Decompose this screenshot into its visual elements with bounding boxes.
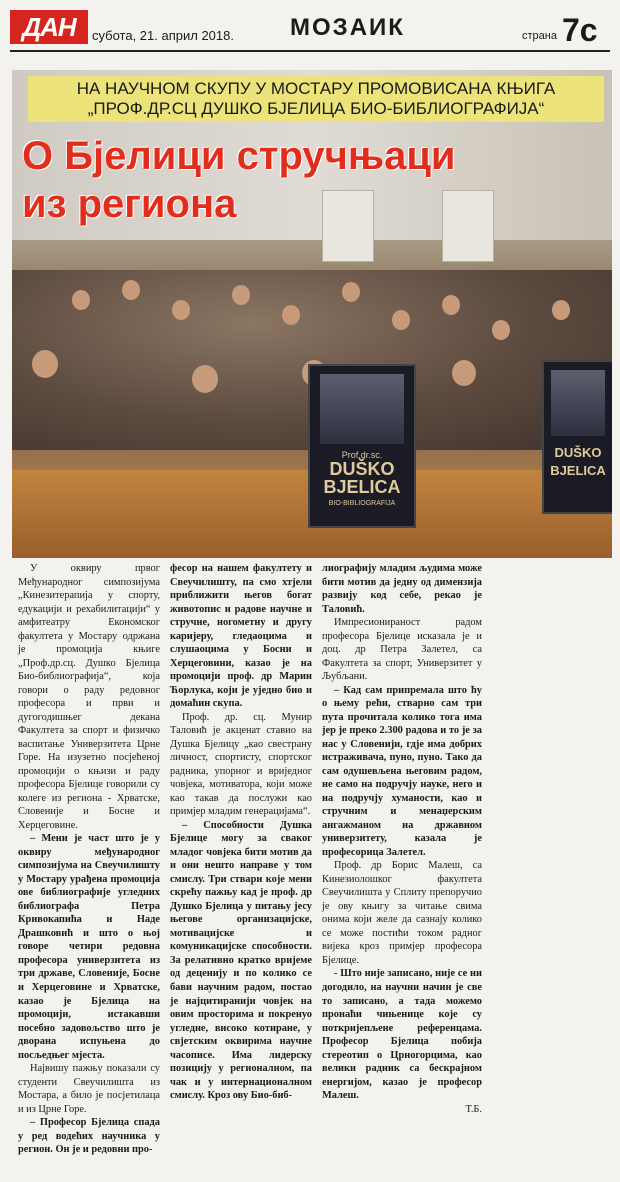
page-label: страна <box>522 30 557 42</box>
paragraph: Највишу пажњу показали су студенти Свеучилишта из Мостара, а било је посјетилаца и из Црне Горе. <box>18 1063 160 1115</box>
paragraph: Импресионираност радом професора Бјелице исказала је и доц. др Петра Залетел, са Факултета за спорт, Универзитет у Љубљани. <box>322 617 482 683</box>
paragraph: У оквиру првог Међународног симпозијума „Кинезитерапија у спорту, едукацији и рехабилитацији“ у амфитеатру Економског факултета у Мостару одржана је промоција књиге „Проф.др.сц. Душко Бјелица Био-библиографија“, која говори о раду редовног професора и први и дугогодишњег декана Факултета за спорт и физичко васпитање Универзитета Црне Горе. На изузетно посјећеној промоцији о књизи и раду професора Бјелице говорили су колеге из региона - Хрватске, Словеније и Босне и Херцеговине. <box>18 563 160 831</box>
kicker-line-1: НА НАУЧНОМ СКУПУ У МОСТАРУ ПРОМОВИСАНА КЊИГА <box>76 79 556 98</box>
author-signature: Т.Б. <box>465 1103 482 1115</box>
book-name-first: DUŠKO <box>329 459 395 480</box>
paragraph: Проф. др Борис Малеш, са Кинезиолошког факултета Свеучилишта у Сплиту препоручио је ову књигу за читање свима онима који желе да сазнају колико се може постићи током радног вијека кроз примјер професора Бјелице. <box>322 860 482 966</box>
book-side-name-last: BJELICA <box>550 463 606 478</box>
book-cover-side <box>542 360 612 514</box>
page-number: 7c <box>562 12 598 48</box>
paragraph: – Мени је част што је у оквиру међународног симпозијума на Свеучилишту у Мостару урађена промоција ове библиографије угледних библиографа Петра Кривокапића и Наде Драшковић и што о њој говоре четири редовна професора универзитета из три државе, Словеније, Босне и Херцеговине и Хрватске, казао је Бјелица на промоцији, истакавши посебно задовољство што је дворана испуњена до посљедњег мјеста. <box>18 833 160 1061</box>
paragraph: Проф. др. сц. Мунир Таловић је акценат ставио на Душка Бјелицу „као свестрану личност, спортисту, спортског радника, упорног и вриједног човјека, мотиватора, који може као такав да послужи као примјер младим генерацијама“. <box>170 711 312 818</box>
masthead <box>0 0 620 52</box>
headline <box>22 132 456 228</box>
article-body <box>12 562 612 1174</box>
book-prefix: Prof.dr.sc. <box>341 450 383 461</box>
book-side-name-first: DUŠKO <box>554 445 602 460</box>
paragraph: – Професор Бјелица спада у ред водећих научника у регион. Он је и редовни про- <box>18 1117 160 1156</box>
book-name-last: BJELICA <box>323 477 401 498</box>
kicker-banner <box>28 76 604 122</box>
section-title: МОЗАИК <box>290 14 405 41</box>
article-column-1 <box>18 562 160 1157</box>
book-subtitle: BIO-BIBLIOGRAFIJA <box>328 500 396 508</box>
headline-line-1: О Бјелици стручњаци <box>22 134 456 178</box>
book-cover-main <box>308 364 416 528</box>
paragraph: фесор на нашем факултету и Свеучилишту, па смо хтјели приближити његов богат животопис и радове научне и стручне, ногометну и другу каријеру, гледаоцима и слушаоцима у Босни и Херцеговини, казао је на промоцији проф. др Марин Ћорлука, који је уједно био и домаћин скупа. <box>170 563 312 710</box>
paragraph: - Што није записано, није се ни догодило, на научни начин је све то записано, а тада можемо пронаћи чињенице које су поткријепљене референцама. Професор Бјелица побија стереотип о Црногорцима, као велики радник са бескрајном енергијом, казао је професор Малеш. <box>322 968 482 1102</box>
headline-line-2: из региона <box>22 182 237 226</box>
newspaper-logo: ДАН <box>10 10 88 44</box>
paragraph: – Кад сам припремала што ћу о њему рећи, стварно сам три пута прочитала колико тога има јер је преко 2.300 радова и то је за нас у Словенији, гдје има добрих истраживача, пуно, пуно. Тако да сам одушевљена његовим радом, не само на подручју науке, него и на подручју хуманости, као и стручним и менаџерским ангажманом на државном универзитету, казала је професорица Залетел. <box>322 684 482 858</box>
issue-date: субота, 21. април 2018. <box>92 28 234 43</box>
article-column-2 <box>170 562 312 1103</box>
article-column-3 <box>322 562 482 1116</box>
masthead-divider <box>10 50 610 52</box>
paragraph: лиографију младим људима може бити мотив да једну од димензија развију код себе, рекао је Таловић. <box>322 563 482 615</box>
kicker-line-2: „ПРОФ.ДР.СЦ ДУШКО БЈЕЛИЦА БИО-БИБЛИОГРАФИЈА“ <box>87 99 545 118</box>
paragraph: – Способности Душка Бјелице могу за сваког младог човјека бити мотив да и они нешто направе у том смислу. Три ствари које мени скрећу пажњу кад је проф. др Душко Бјелица у питању јесу његове организацијске, мотивацијске и комуникацијске способности. За релативно кратко вријеме од деценију и по колико се бави научним радом, постао је најцитиранији човјек на овим просторима и покренуо угледне, високо котиране, у свјетским оквирима научне часописе. Има лидерску позицију у регионалном, па чак и у интернационалном смислу. Кроз ову Био-биб- <box>170 819 312 1102</box>
author-portrait <box>320 374 403 444</box>
